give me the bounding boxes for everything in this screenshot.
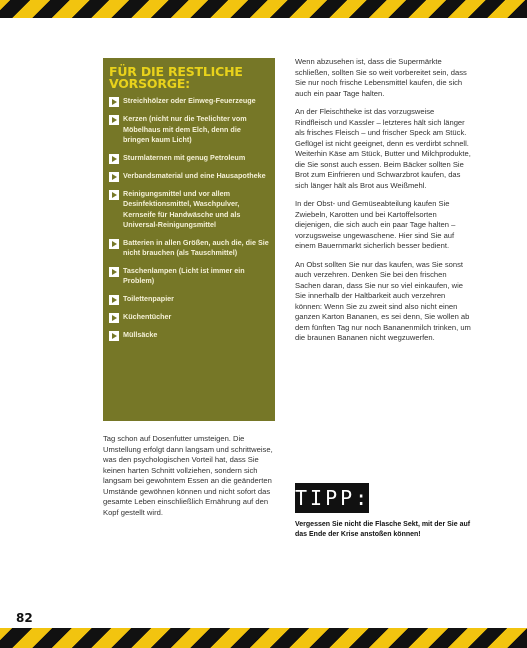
arrow-bullet-icon [109,115,119,125]
right-column [295,57,472,352]
checklist-item: Batterien in allen Größen, auch die, die Sie nicht brauchen (als Tauschmittel) [109,238,269,259]
page-number: 82 [16,611,33,625]
checklist-item: Sturmlaternen mit genug Petroleum [109,153,269,164]
arrow-bullet-icon [109,295,119,305]
arrow-bullet-icon [109,97,119,107]
tipp-label: TIPP: [295,483,369,513]
checklist-item: Taschenlampen (Licht ist immer ein Problem) [109,266,269,287]
left-column-text [103,434,275,526]
checklist-item: Verbandsmaterial und eine Hausapotheke [109,171,269,182]
hazard-stripe-bottom [0,628,527,648]
body-paragraph: In der Obst- und Gemüseabteilung kaufen Sie Zwiebeln, Karotten und bei Kartoffelsorten diejenigen, die sich auch ein paar Tage halten – vorzugsweise ungewaschene. Hier sind Sie auf einem Bauernmarkt sicherlich besser bedient. [295,199,456,250]
arrow-bullet-icon [109,313,119,323]
body-paragraph: An Obst sollten Sie nur das kaufen, was Sie sonst auch verzehren. Denken Sie bei den frischen Sachen daran, dass Sie nur so viel einkaufen, wie Sie innerhalb der Haltbarkeit auch verzehren können: Wenn Sie zu zweit sind also nicht einen ganzen Karton Bananen, es sei denn, Sie wollen ab dem fünften Tag nur noch Bananenmilch trinken, um die braunen Bananen nicht wegzuwerfen. [295,259,471,342]
body-paragraph: Wenn abzusehen ist, dass die Supermärkte schließen, sollten Sie so weit vorbereitet sein, dass Sie nur noch frische Lebensmittel kaufen, die sich auch ein paar Tage halten. [295,57,467,98]
arrow-bullet-icon [109,239,119,249]
checklist-item: Toilettenpapier [109,294,269,305]
arrow-bullet-icon [109,190,119,200]
checklist-box [103,58,275,421]
body-paragraph: An der Fleischtheke ist das vorzugsweise Rindfleisch und Kassler – letzteres hält sich länger als frisches Fleisch – und frischer Speck am Stück. Geflügel ist nicht geeignet, denn es verdirbt schnell. Weiterhin Käse am Stück, Butter und Milchprodukte, die Sie sonst auch essen. Beim Bäcker sollten Sie Brot zum Einfrieren und Schwarzbrot kaufen, das sich länger hält als Brot aus Weißmehl. [295,107,471,190]
checklist-item: Streichhölzer oder Einweg-Feuerzeuge [109,96,269,107]
checklist-item: Müllsäcke [109,330,269,341]
arrow-bullet-icon [109,154,119,164]
hazard-stripe-top [0,0,527,18]
body-paragraph: Tag schon auf Dosenfutter umsteigen. Die Umstellung erfolgt dann langsam und schrittweise, was den psychologischen Vorteil hat, dass Sie keinen harten Schnitt vollziehen, sondern sich langsam bei gewohntem Essen an die geänderten Umstände gewöhnen können und nicht sofort das gesamte Leben einschließlich Ernährung auf den Kopf gestellt wird. [103,434,273,517]
tip-text: Vergessen Sie nicht die Flasche Sekt, mit der Sie auf das Ende der Krise anstoßen können! [295,521,471,538]
arrow-bullet-icon [109,331,119,341]
checklist-item: Küchentücher [109,312,269,323]
checklist-item: Reinigungsmittel und vor allem Desinfektionsmittel, Waschpulver, Kernseife für Handwäsche und als Universal-Reinigungsmittel [109,189,269,231]
checklist-title: FÜR DIE RESTLICHE VORSORGE: [109,64,243,91]
arrow-bullet-icon [109,172,119,182]
arrow-bullet-icon [109,267,119,277]
checklist-item: Kerzen (nicht nur die Teelichter vom Möbelhaus mit dem Elch, denn die bringen kaum Licht) [109,114,269,146]
